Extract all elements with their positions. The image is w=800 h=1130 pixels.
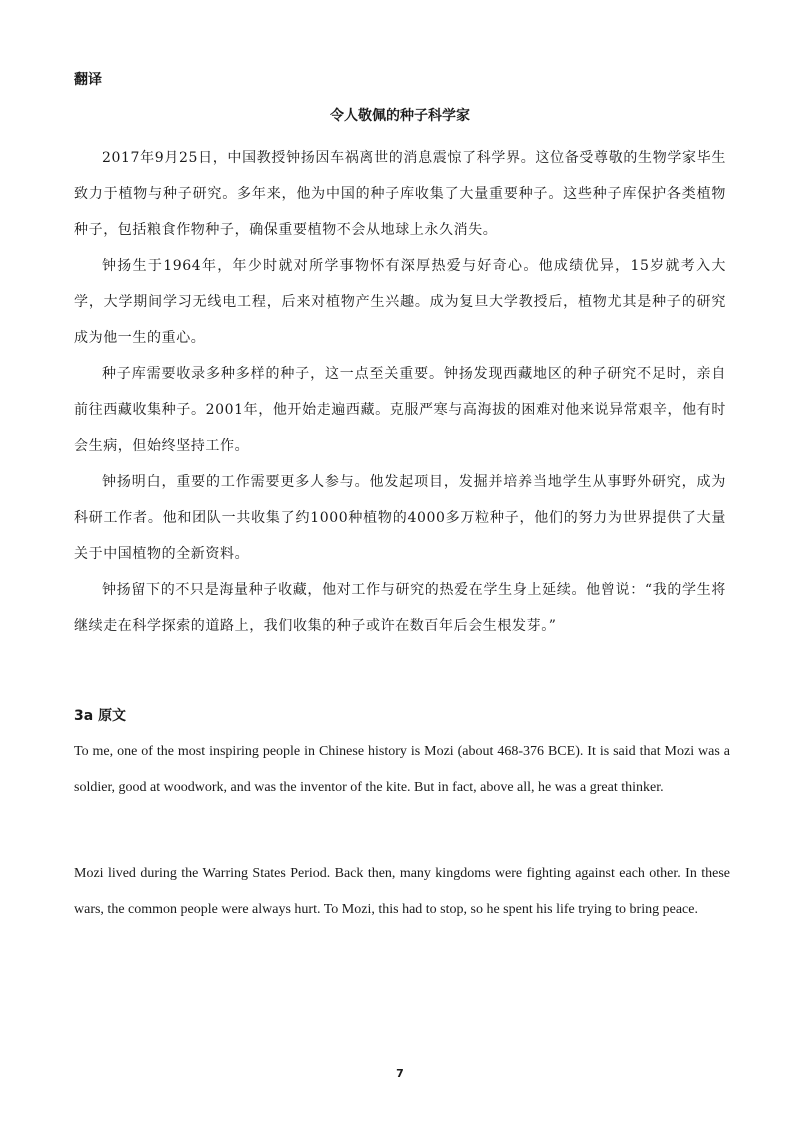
- translation-paragraph: 钟扬明白，重要的工作需要更多人参与。他发起项目，发掘并培养当地学生从事野外研究，成为科研工作者。他和团队一共收集了约1000种植物的4000多万粒种子，他们的努力为世界提供了大量关于中国植物的全新资料。: [74, 474, 726, 562]
- translation-paragraph: 种子库需要收录多种多样的种子，这一点至关重要。钟扬发现西藏地区的种子研究不足时，亲自前往西藏收集种子。2001年，他开始走遍西藏。克服严寒与高海拔的困难对他来说异常艰辛，他有时会生病，但始终坚持工作。: [74, 366, 726, 454]
- translation-body: [74, 140, 726, 644]
- page-number: 7: [396, 1067, 404, 1080]
- original-paragraph: Mozi lived during the Warring States Period. Back then, many kingdoms were fighting against each other. In these wars, the common people were always hurt. To Mozi, this had to stop, so he spent his life trying to bring peace.: [74, 866, 730, 917]
- article-title: 令人敬佩的种子科学家: [330, 108, 470, 124]
- translation-paragraph: 2017年9月25日，中国教授钟扬因车祸离世的消息震惊了科学界。这位备受尊敬的生物学家毕生致力于植物与种子研究。多年来，他为中国的种子库收集了大量重要种子。这些种子库保护各类植物种子，包括粮食作物种子，确保重要植物不会从地球上永久消失。: [74, 150, 726, 238]
- translation-paragraph: 钟扬生于1964年，年少时就对所学事物怀有深厚热爱与好奇心。他成绩优异，15岁就考入大学，大学期间学习无线电工程，后来对植物产生兴趣。成为复旦大学教授后，植物尤其是种子的研究成为他一生的重心。: [74, 258, 726, 346]
- original-text-body: [74, 734, 730, 928]
- original-section-label: 3a 原文: [74, 708, 127, 724]
- translation-section-label: 翻译: [74, 72, 102, 88]
- original-paragraph: To me, one of the most inspiring people in Chinese history is Mozi (about 468-376 BCE). It is said that Mozi was a soldier, good at woodwork, and was the inventor of the kite. But in fact, above all, he was a great thinker.: [74, 744, 730, 795]
- translation-paragraph: 钟扬留下的不只是海量种子收藏，他对工作与研究的热爱在学生身上延续。他曾说：“我的学生将继续走在科学探索的道路上，我们收集的种子或许在数百年后会生根发芽。”: [74, 582, 726, 634]
